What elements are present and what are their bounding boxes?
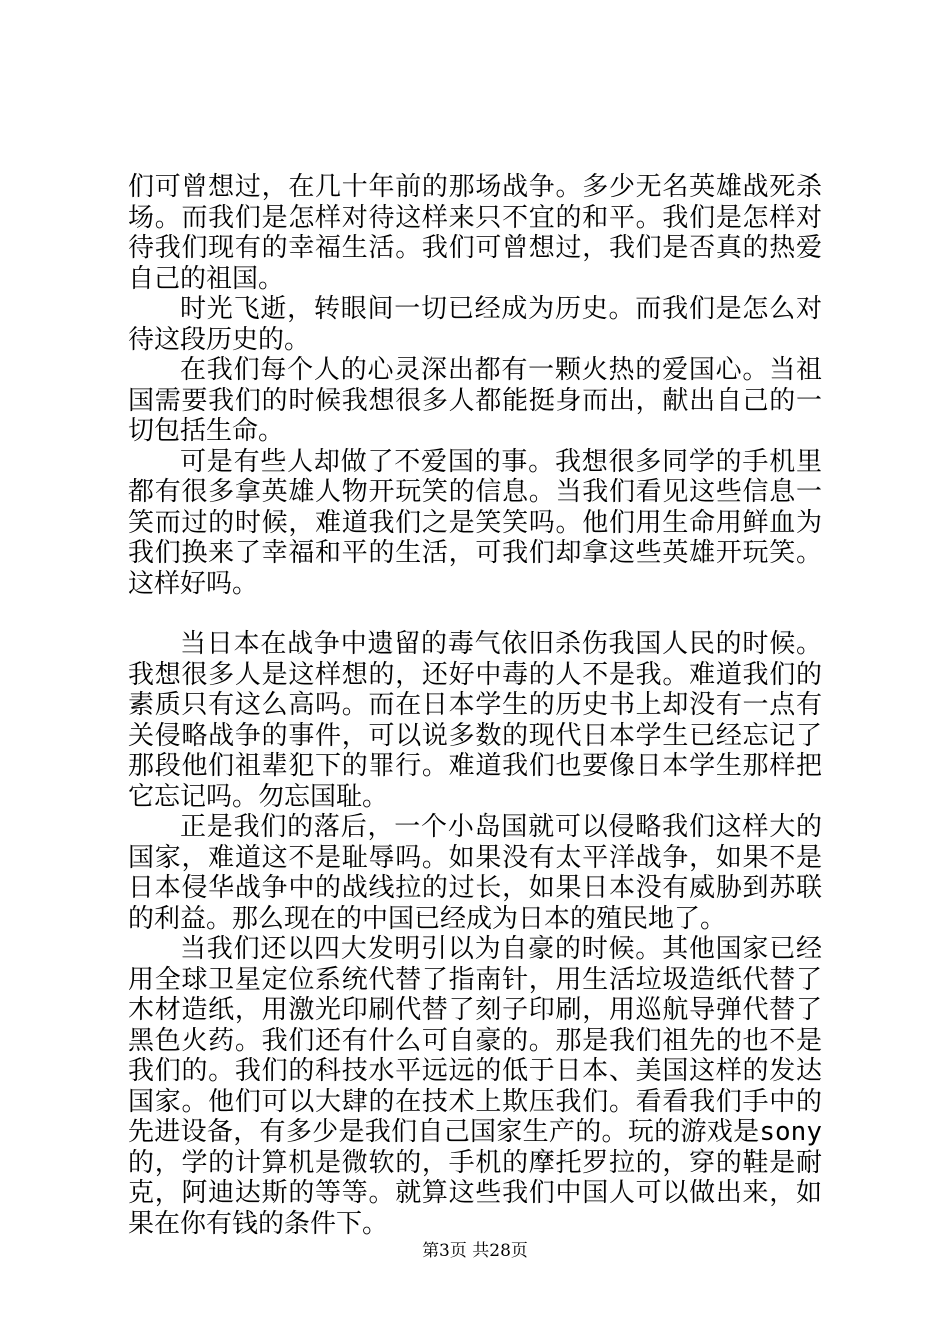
paragraph-7: 当我们还以四大发明引以为自豪的时候。其他国家已经用全球卫星定位系统代替了指南针，用生活垃圾造纸代替了木材造纸，用激光印刷代替了刻子印刷，用巡航导弹代替了黑色火药。我们还有什么可自豪的。那是我们祖先的也不是我们的。我们的科技水平远远的低于日本、美国这样的发达国家。他们可以大肆的在技术上欺压我们。看看我们手中的先进设备，有多少是我们自己国家生产的。玩的游戏是sony的，学的计算机是微软的，手机的摩托罗拉的，穿的鞋是耐克，阿迪达斯的等等。就算这些我们中国人可以做出来，如果在你有钱的条件下。 (128, 934, 822, 1239)
paragraph-5: 当日本在战争中遗留的毒气依旧杀伤我国人民的时候。我想很多人是这样想的，还好中毒的人不是我。难道我们的素质只有这么高吗。而在日本学生的历史书上却没有一点有关侵略战争的事件，可以说多数的现代日本学生已经忘记了那段他们祖辈犯下的罪行。难道我们也要像日本学生那样把它忘记吗。勿忘国耻。 (128, 629, 822, 812)
paragraph-gap (128, 599, 822, 629)
paragraph-2: 时光飞逝，转眼间一切已经成为历史。而我们是怎么对待这段历史的。 (128, 294, 822, 355)
document-body (128, 172, 822, 1239)
page-number-footer: 第3页 共28页 (422, 1241, 528, 1261)
paragraph-4: 可是有些人却做了不爱国的事。我想很多同学的手机里都有很多拿英雄人物开玩笑的信息。当我们看见这些信息一笑而过的时候，难道我们之是笑笑吗。他们用生命用鲜血为我们换来了幸福和平的生活，可我们却拿这些英雄开玩笑。这样好吗。 (128, 446, 822, 599)
paragraph-1: 们可曾想过，在几十年前的那场战争。多少无名英雄战死杀场。而我们是怎样对待这样来只不宜的和平。我们是怎样对待我们现有的幸福生活。我们可曾想过，我们是否真的热爱自己的祖国。 (128, 172, 822, 294)
paragraph-3: 在我们每个人的心灵深出都有一颗火热的爱国心。当祖国需要我们的时候我想很多人都能挺身而出，献出自己的一切包括生命。 (128, 355, 822, 446)
paragraph-6: 正是我们的落后，一个小岛国就可以侵略我们这样大的国家，难道这不是耻辱吗。如果没有太平洋战争，如果不是日本侵华战争中的战线拉的过长，如果日本没有威胁到苏联的利益。那么现在的中国已经成为日本的殖民地了。 (128, 812, 822, 934)
